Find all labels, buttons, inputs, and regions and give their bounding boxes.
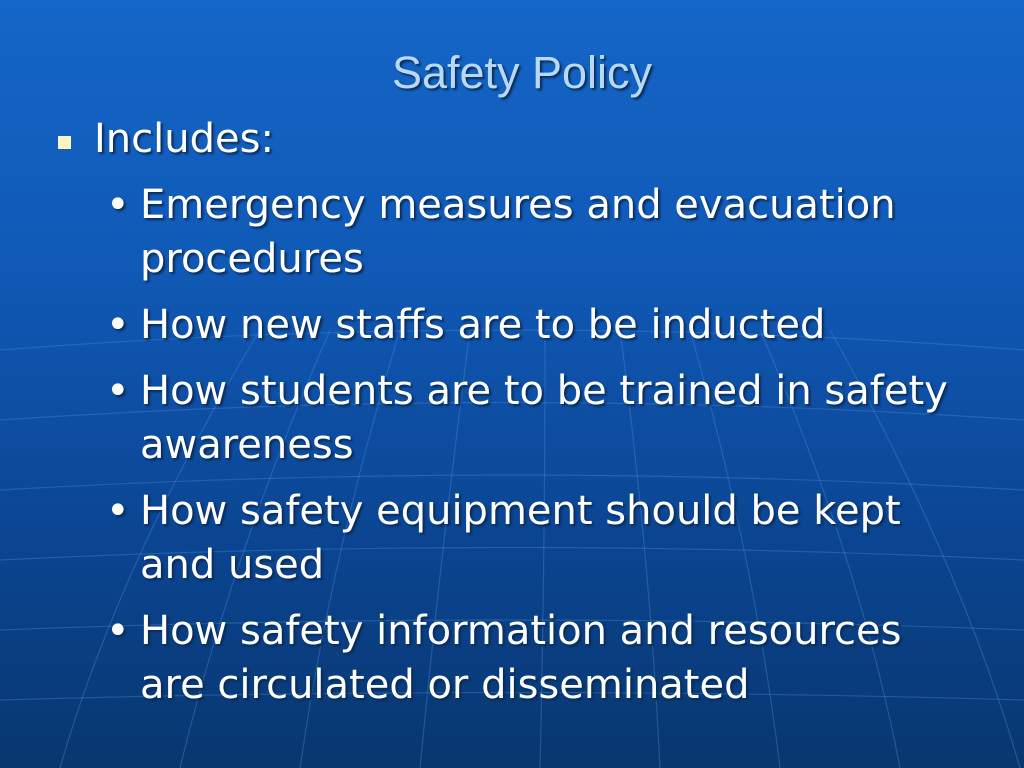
round-bullet-icon: • (106, 302, 130, 348)
level1-bullet-includes (58, 114, 274, 164)
bullet-text: Emergency measures and evacuation procedures (140, 182, 896, 282)
bullet-text: How students are to be trained in safety awareness (140, 368, 948, 468)
bullet-item (106, 298, 1006, 352)
slide-title: Safety Policy (391, 47, 653, 98)
bullet-item (106, 484, 1006, 592)
bullet-list (106, 178, 1006, 724)
bullet-item (106, 364, 1006, 472)
bullet-text: How new staffs are to be inducted (140, 302, 826, 348)
round-bullet-icon: • (106, 608, 130, 654)
bullet-item (106, 178, 1006, 286)
square-bullet-icon (58, 136, 71, 149)
bullet-text: How safety information and resources are circulated or disseminated (140, 608, 902, 708)
bullet-item (106, 604, 1006, 712)
round-bullet-icon: • (106, 368, 130, 414)
round-bullet-icon: • (106, 488, 130, 534)
round-bullet-icon: • (106, 182, 130, 228)
bullet-text: How safety equipment should be kept and used (140, 488, 901, 588)
level1-text: Includes: (94, 116, 274, 162)
